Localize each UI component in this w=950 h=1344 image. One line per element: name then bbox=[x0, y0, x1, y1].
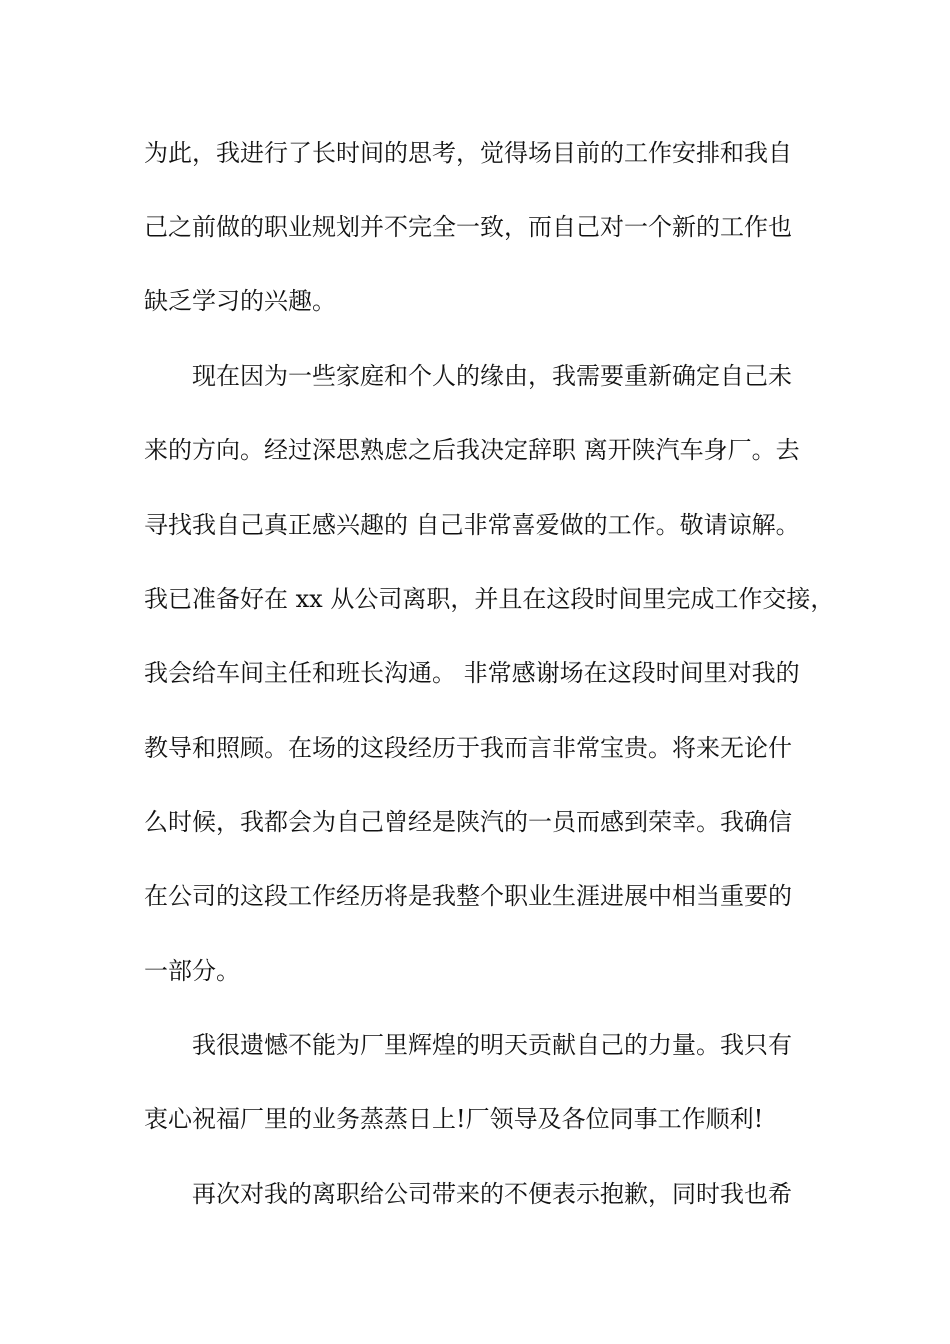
text-line: 现在因为一些家庭和个人的缘由，我需要重新确定自己未 bbox=[192, 362, 792, 390]
text-line: 缺乏学习的兴趣。 bbox=[144, 287, 336, 315]
text-line: 么时候，我都会为自己曾经是陕汽的一员而感到荣幸。我确信 bbox=[144, 808, 792, 836]
text-line: 衷心祝福厂里的业务蒸蒸日上!厂领导及各位同事工作顺利! bbox=[144, 1105, 764, 1133]
text-line: 一部分。 bbox=[144, 957, 240, 985]
text-line: 再次对我的离职给公司带来的不便表示抱歉，同时我也希 bbox=[192, 1180, 792, 1208]
text-line: 教导和照顾。在场的这段经历于我而言非常宝贵。将来无论什 bbox=[144, 734, 792, 762]
text-line: 来的方向。经过深思熟虑之后我决定辞职 离开陕汽车身厂。去 bbox=[144, 436, 800, 464]
text-line: 寻找我自己真正感兴趣的 自己非常喜爱做的工作。敬请谅解。 bbox=[144, 511, 800, 539]
text-line: 我很遗憾不能为厂里辉煌的明天贡献自己的力量。我只有 bbox=[192, 1031, 792, 1059]
text-line: 我已准备好在 xx 从公司离职，并且在这段时间里完成工作交接， bbox=[144, 585, 835, 613]
text-line: 为此，我进行了长时间的思考，觉得场目前的工作安排和我自 bbox=[144, 139, 792, 167]
text-line: 己之前做的职业规划并不完全一致，而自己对一个新的工作也 bbox=[144, 213, 792, 241]
text-line: 我会给车间主任和班长沟通。 非常感谢场在这段时间里对我的 bbox=[144, 659, 800, 687]
text-line: 在公司的这段工作经历将是我整个职业生涯进展中相当重要的 bbox=[144, 882, 792, 910]
